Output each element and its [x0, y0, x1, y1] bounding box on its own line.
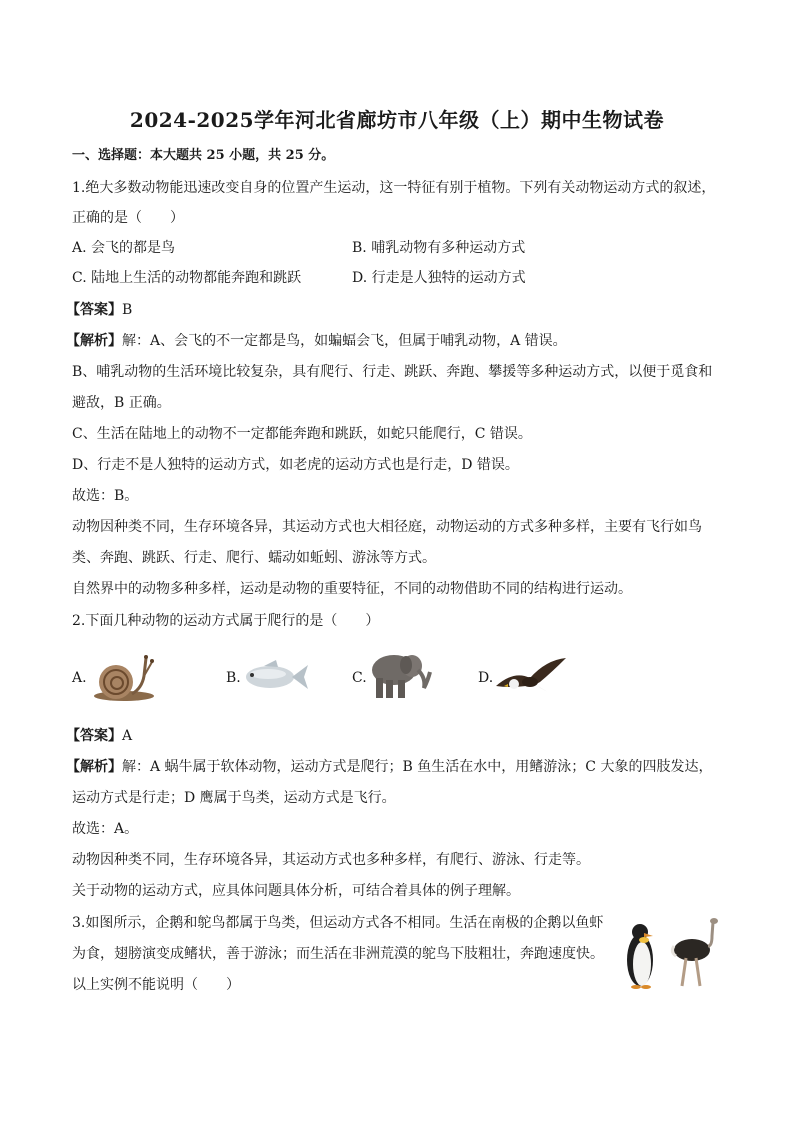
- q1-option-a: A. 会飞的都是鸟: [72, 240, 176, 256]
- fish-image: [242, 660, 310, 694]
- q2-answer: [66, 726, 132, 746]
- answer-value: A: [122, 728, 133, 744]
- q1-analysis-line2: B、哺乳动物的生活环境比较复杂，具有爬行、行走、跳跃、奔跑、攀援等多种运动方式，以便于觅食和: [72, 364, 713, 380]
- q1-choose: 故选：B。: [72, 488, 139, 504]
- q1-analysis-line5: D、行走不是人独特的运动方式，如老虎的运动方式也是行走，D 错误。: [72, 457, 519, 473]
- q2-analysis-line1: [66, 757, 712, 777]
- q1-analysis-line4: C、生活在陆地上的动物不一定都能奔跑和跳跃，如蛇只能爬行，C 错误。: [72, 426, 532, 442]
- page-title: 2024-2025学年河北省廊坊市八年级（上）期中生物试卷: [129, 108, 665, 132]
- eagle-image: [494, 656, 568, 696]
- q1-note-line1: 动物因种类不同，生存环境各异，其运动方式也大相径庭，动物运动的方式多种多样，主要有飞行如鸟: [72, 519, 702, 535]
- q2-note-line1: 动物因种类不同，生存环境各异，其运动方式也多种多样，有爬行、游泳、行走等。: [72, 852, 590, 868]
- q1-answer: [66, 300, 132, 320]
- elephant-image: [366, 650, 432, 700]
- answer-tag: 【答案】: [66, 302, 122, 318]
- q2-analysis-line2: 运动方式是行走；D 鹰属于鸟类，运动方式是飞行。: [72, 790, 396, 806]
- q3-stem-line3: 以上实例不能说明（ ）: [72, 977, 240, 993]
- answer-tag: 【答案】: [66, 728, 122, 744]
- q1-analysis-line1: [66, 331, 567, 351]
- q3-stem-line1: 3.如图所示，企鹅和鸵鸟都属于鸟类，但运动方式各不相同。生活在南极的企鹅以鱼虾: [72, 915, 604, 931]
- q1-option-b: B. 哺乳动物有多种运动方式: [352, 240, 526, 256]
- q2-label-a: A.: [72, 670, 87, 686]
- q1-option-c: C. 陆地上生活的动物都能奔跑和跳跃: [72, 270, 302, 286]
- section-heading: 一、选择题：本大题共 25 小题，共 25 分。: [72, 148, 335, 163]
- analysis-text: 解：A 蜗牛属于软体动物，运动方式是爬行；B 鱼生活在水中，用鳍游泳；C 大象的四肢发达，: [122, 759, 713, 775]
- q2-choose: 故选：A。: [72, 821, 139, 837]
- analysis-tag: 【解析】: [66, 333, 122, 349]
- answer-value: B: [122, 302, 133, 318]
- penguin-ostrich-image: [620, 916, 724, 992]
- snail-image: [86, 648, 158, 704]
- analysis-text: 解：A、会飞的不一定都是鸟，如蝙蝠会飞，但属于哺乳动物，A 错误。: [122, 333, 567, 349]
- q2-label-d: D.: [478, 670, 494, 686]
- q1-note-line2: 类、奔跑、跳跃、行走、爬行、蠕动如蚯蚓、游泳等方式。: [72, 550, 436, 566]
- analysis-tag: 【解析】: [66, 759, 122, 775]
- q2-label-c: C.: [352, 670, 367, 686]
- q3-stem-line2: 为食，翅膀演变成鳍状，善于游泳；而生活在非洲荒漠的鸵鸟下肢粗壮，奔跑速度快。: [72, 946, 604, 962]
- q2-note-line2: 关于动物的运动方式，应具体问题具体分析，可结合着具体的例子理解。: [72, 883, 520, 899]
- q1-stem-line2: 正确的是（ ）: [72, 210, 184, 226]
- q1-stem-line1: 1.绝大多数动物能迅速改变自身的位置产生运动，这一特征有别于植物。下列有关动物运动方式的叙述，: [72, 180, 716, 196]
- q1-option-d: D. 行走是人独特的运动方式: [352, 270, 526, 286]
- q2-label-b: B.: [226, 670, 241, 686]
- q1-analysis-line3: 避敌，B 正确。: [72, 395, 171, 411]
- q2-stem: 2.下面几种动物的运动方式属于爬行的是（ ）: [72, 613, 380, 629]
- q1-note-line3: 自然界中的动物多种多样，运动是动物的重要特征，不同的动物借助不同的结构进行运动。: [72, 581, 632, 597]
